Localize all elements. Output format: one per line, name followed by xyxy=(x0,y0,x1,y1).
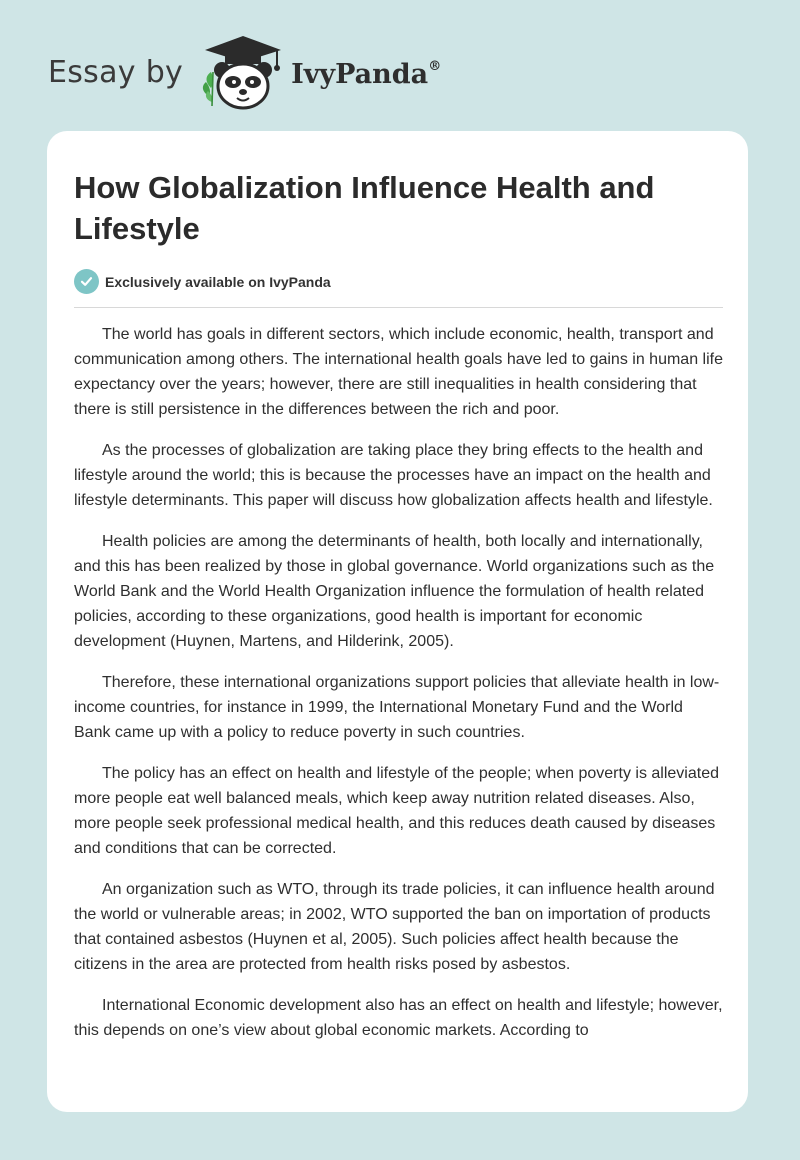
exclusive-label: Exclusively available on IvyPanda xyxy=(105,273,331,290)
essay-card xyxy=(47,131,748,1112)
site-header xyxy=(48,32,441,112)
essay-title: How Globalization Influence Health and Lifestyle xyxy=(74,170,655,246)
paragraph: International Economic development also has an effect on health and lifestyle; however, this depends on one’s view about global economic markets. According to xyxy=(74,997,723,1039)
panda-logo-icon[interactable] xyxy=(197,32,289,112)
essay-body xyxy=(74,322,723,1043)
divider xyxy=(74,307,723,308)
paragraph: As the processes of globalization are taking place they bring effects to the health and lifestyle around the world; this is because the processes have an impact on the health and lifestyle determinants. This paper will discuss how globalization affects health and lifestyle. xyxy=(74,442,713,509)
paragraph: An organization such as WTO, through its trade policies, it can influence health around the world or vulnerable areas; in 2002, WTO supported the ban on importation of products that contained asbestos (Huynen et al, 2005). Such policies affect health because the citizens in the area are protected from health risks posed by asbestos. xyxy=(74,881,715,973)
trademark-symbol: ® xyxy=(428,58,442,74)
brand-name-text: IvyPanda xyxy=(291,58,429,90)
essay-by-label: Essay by xyxy=(48,54,184,90)
paragraph: The world has goals in different sectors, which include economic, health, transport and communication among others. The international health goals have led to gains in human life expectancy over the years; however, there are still inequalities in health considering that there is still persistence in the differences between the rich and poor. xyxy=(74,326,723,418)
paragraph: Health policies are among the determinants of health, both locally and internationally, and this has been realized by those in global governance. World organizations such as the World Bank and the World Health Organization influence the formulation of health related policies, according to these organizations, good health is important for economic development (Huynen, Martens, and Hilderink, 2005). xyxy=(74,533,715,650)
brand-name[interactable] xyxy=(291,59,441,90)
paragraph: Therefore, these international organizations support policies that alleviate health in low-income countries, for instance in 1999, the International Monetary Fund and the World Bank came up with a policy to reduce poverty in such countries. xyxy=(74,674,720,741)
exclusive-badge xyxy=(74,269,722,294)
paragraph: The policy has an effect on health and lifestyle of the people; when poverty is alleviated more people eat well balanced meals, which keep away nutrition related diseases. Also, more people seek professional medical health, and this reduces death caused by diseases and conditions that can be corrected. xyxy=(74,765,719,857)
checkmark-icon xyxy=(74,269,99,294)
